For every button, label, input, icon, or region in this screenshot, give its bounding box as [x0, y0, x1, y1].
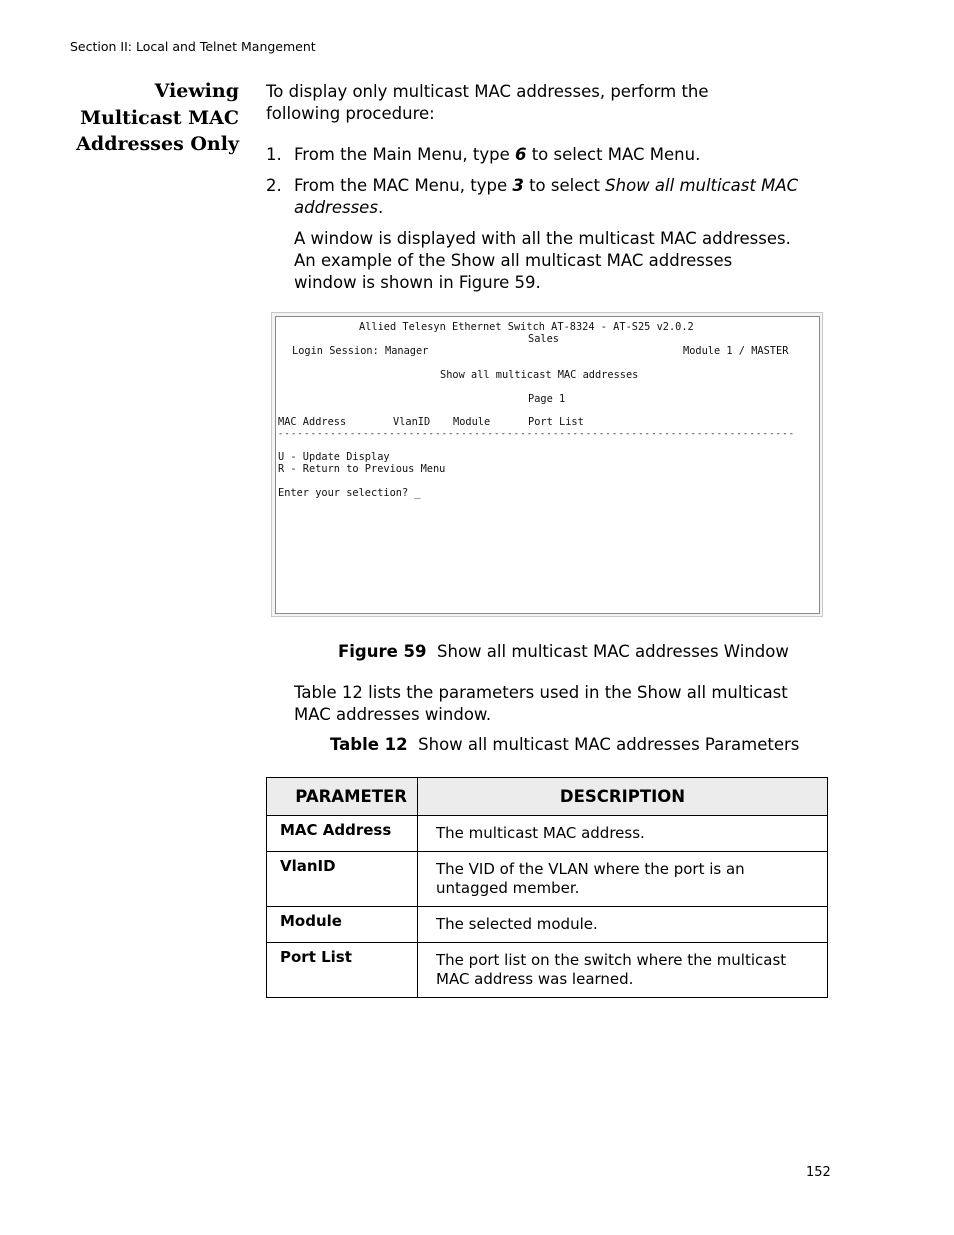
parameter-cell: VlanID	[267, 852, 418, 907]
table-row	[267, 943, 828, 998]
table-header-row	[267, 778, 828, 816]
description-cell: The multicast MAC address.	[418, 816, 828, 852]
parameter-cell: MAC Address	[267, 816, 418, 852]
terminal-prompt: Enter your selection? _	[278, 487, 421, 499]
section-heading-line-1: Viewing	[154, 80, 239, 102]
intro-paragraph: To display only multicast MAC addresses, perform the following procedure:	[266, 82, 709, 123]
procedure-step-2	[266, 175, 806, 219]
column-header-description: DESCRIPTION	[418, 778, 828, 816]
step-text	[294, 144, 806, 166]
figure-caption	[338, 642, 789, 661]
terminal-option-return: R - Return to Previous Menu	[278, 463, 446, 475]
table-caption-text: Show all multicast MAC addresses Parameters	[418, 735, 800, 754]
terminal-divider: -------------------------------------------------------------------------------	[278, 428, 796, 438]
step-text-pre: From the MAC Menu, type	[294, 176, 513, 195]
terminal-col-mac: MAC Address	[278, 416, 347, 428]
parameter-cell: Module	[267, 907, 418, 943]
terminal-option-update: U - Update Display	[278, 451, 390, 463]
table-row	[267, 907, 828, 943]
figure-label: Figure 59	[338, 642, 427, 661]
table-label: Table 12	[330, 735, 408, 754]
description-cell: The VID of the VLAN where the port is an untagged member.	[418, 852, 828, 907]
terminal-window	[275, 316, 820, 614]
terminal-col-vlan: VlanID	[393, 416, 431, 428]
table-caption	[330, 735, 799, 754]
terminal-col-module: Module	[453, 416, 491, 428]
step-number: 2.	[266, 176, 282, 195]
figure-caption-text: Show all multicast MAC addresses Window	[437, 642, 789, 661]
terminal-login-session: Login Session: Manager	[292, 345, 429, 357]
table-row	[267, 852, 828, 907]
terminal-col-port: Port List	[528, 416, 584, 428]
step-text-pre: From the Main Menu, type	[294, 145, 515, 164]
step-text-end: .	[377, 198, 384, 217]
step-text	[294, 175, 806, 219]
terminal-page: Page 1	[528, 393, 566, 405]
parameter-cell: Port List	[267, 943, 418, 998]
terminal-heading: Show all multicast MAC addresses	[440, 369, 639, 381]
terminal-title: Allied Telesyn Ethernet Switch AT-8324 - AT-S25 v2.0.2	[359, 321, 694, 333]
section-heading	[40, 78, 239, 158]
step-menu-option: Show all multicast MAC addresses	[294, 176, 799, 217]
section-heading-line-3: Addresses Only	[76, 133, 239, 155]
procedure-step-1	[266, 144, 806, 166]
running-header: Section II: Local and Telnet Mangement	[70, 39, 316, 54]
page-number: 152	[806, 1165, 831, 1180]
terminal-subtitle: Sales	[528, 333, 559, 345]
table-row	[267, 816, 828, 852]
parameters-table	[266, 777, 828, 998]
table-intro-paragraph: Table 12 lists the parameters used in the Show all multicast MAC addresses window.	[294, 683, 788, 724]
description-cell: The selected module.	[418, 907, 828, 943]
column-header-parameter: PARAMETER	[267, 778, 418, 816]
step-key: 3	[512, 176, 524, 195]
step-key: 6	[514, 145, 527, 164]
step-number: 1.	[266, 145, 282, 164]
step-text-post: to select MAC Menu.	[526, 145, 701, 164]
step-text-post: to select	[523, 176, 606, 195]
window-description-paragraph: A window is displayed with all the multicast MAC addresses. An example of the Show all multicast MAC addresses window is shown in Figure 59.	[294, 229, 791, 292]
section-heading-line-2: Multicast MAC	[80, 106, 239, 129]
description-cell: The port list on the switch where the multicast MAC address was learned.	[418, 943, 828, 998]
terminal-module: Module 1 / MASTER	[683, 345, 789, 357]
